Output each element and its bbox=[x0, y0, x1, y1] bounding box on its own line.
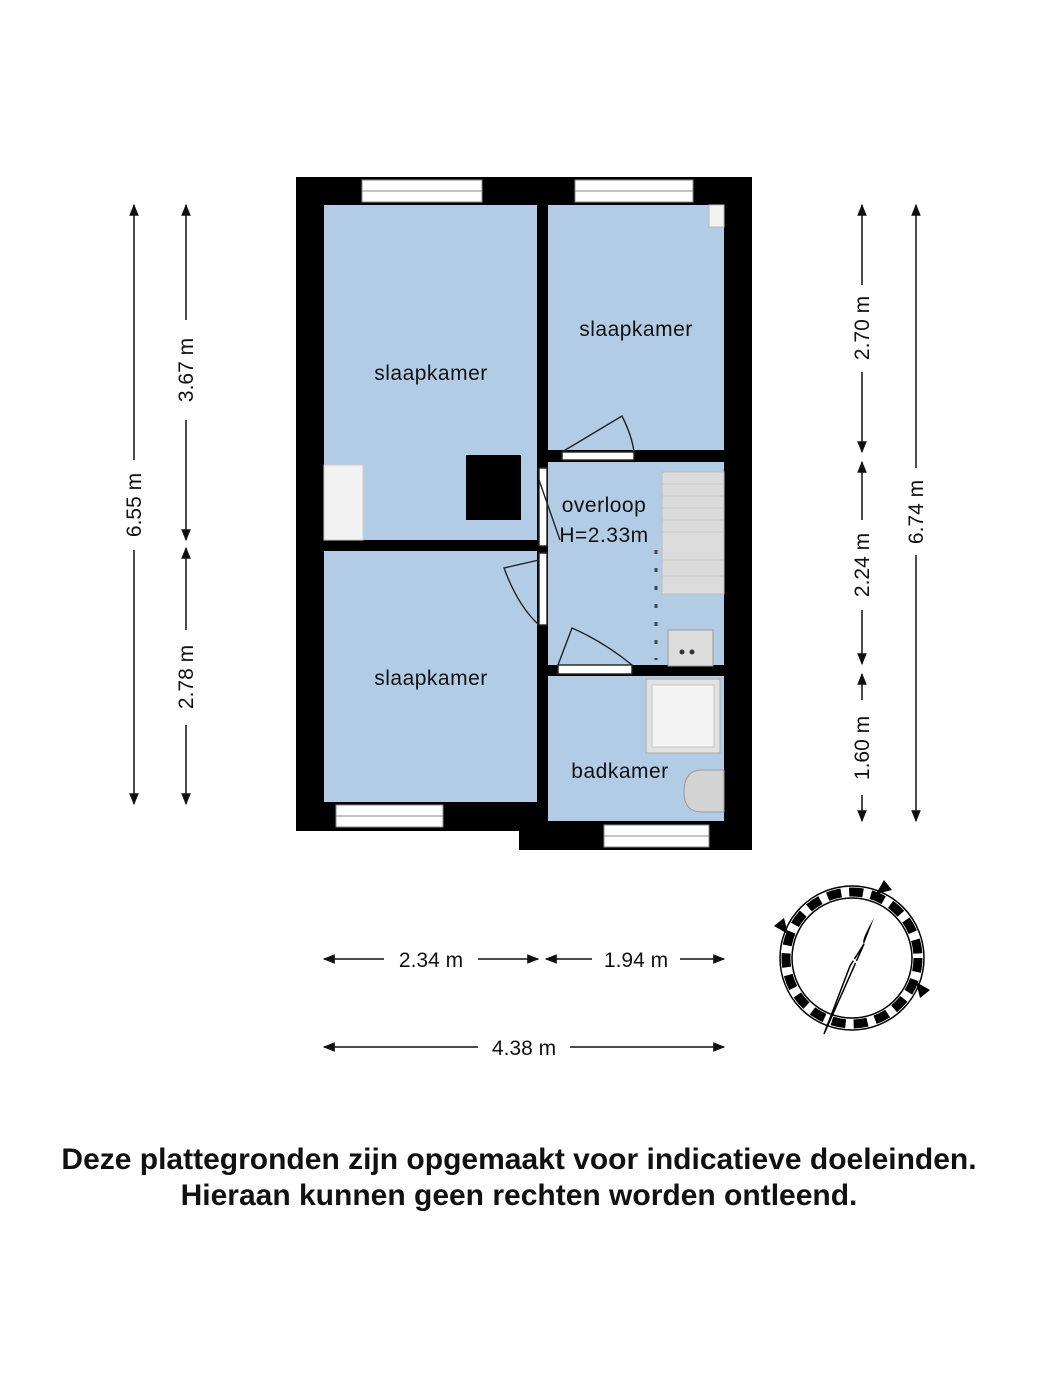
disclaimer-line-2: Hieraan kunnen geen rechten worden ontleend. bbox=[180, 1179, 858, 1212]
label-landing-height: H=2.33m bbox=[559, 524, 649, 547]
dimension-lines-bottom bbox=[324, 959, 724, 1047]
roof-hatch bbox=[466, 455, 521, 520]
sink bbox=[684, 770, 724, 812]
dim-right-middle: 2.24 m bbox=[851, 532, 874, 598]
corner-fixture bbox=[709, 205, 724, 227]
dim-left-bottom: 2.78 m bbox=[175, 644, 198, 710]
dim-right-top: 2.70 m bbox=[851, 295, 874, 361]
label-bedroom-left-bottom: slaapkamer bbox=[374, 667, 488, 690]
disclaimer-line-1: Deze plattegronden zijn opgemaakt voor indicatieve doeleinden. bbox=[61, 1143, 977, 1176]
boiler bbox=[668, 630, 713, 666]
dim-bottom-left: 2.34 m bbox=[398, 949, 464, 972]
north-arrow-compass-icon bbox=[774, 880, 930, 1034]
dim-right-total: 6.74 m bbox=[905, 479, 928, 545]
label-bedroom-left-top: slaapkamer bbox=[374, 362, 488, 385]
dim-bottom-total: 4.38 m bbox=[491, 1037, 557, 1060]
dim-left-total: 6.55 m bbox=[123, 472, 146, 538]
cabinet bbox=[324, 465, 363, 540]
dim-bottom-right: 1.94 m bbox=[603, 949, 669, 972]
label-bathroom: badkamer bbox=[571, 760, 669, 783]
label-landing: overloop bbox=[561, 494, 647, 517]
label-bedroom-right-top: slaapkamer bbox=[579, 318, 693, 341]
dim-left-top: 3.67 m bbox=[175, 337, 198, 403]
dim-right-bottom: 1.60 m bbox=[851, 715, 874, 781]
